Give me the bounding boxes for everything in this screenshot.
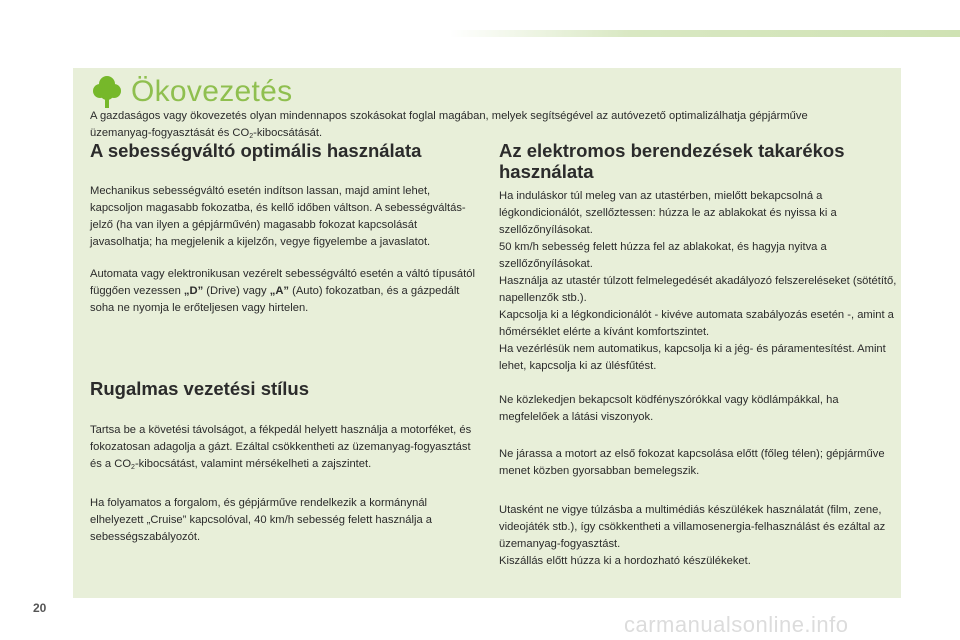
- section-heading-electrical: Az elektromos berendezések takarékos használata: [499, 140, 845, 182]
- electrical-paragraph-4: Utasként ne vigye túlzásba a multimédiás készülékek használatát (film, zene, videojáték stb.), így csökkentheti a villamosenergia-felhasználást és ezáltal az üzemanyag-fogyasztást. Kiszállás előtt húzza ki a hordozható készülékeket.: [499, 504, 886, 567]
- intro-text: [90, 108, 890, 142]
- section-heading-gearbox: A sebességváltó optimális használata: [90, 140, 422, 161]
- section-heading-driving-style: Rugalmas vezetési stílus: [90, 378, 310, 399]
- page-number: 20: [33, 601, 47, 615]
- intro-line-1: A gazdaságos vagy ökovezetés olyan mindennapos szokásokat foglal magában, melyek segítségével az autóvezető optimalizálhatja gépjárműve: [90, 110, 808, 122]
- title-row: [93, 72, 292, 112]
- watermark-text: carmanualsonline.info: [624, 612, 849, 637]
- page-title: Ökovezetés: [131, 75, 293, 108]
- electrical-paragraph-3: Ne járassa a motort az első fokozat kapcsolása előtt (főleg télen); gépjárműve menet közben gyorsabban bemelegszik.: [499, 448, 885, 477]
- intro-line-2: üzemanyag-fogyasztását és $CO_2$-kibocsátását.: [90, 127, 323, 140]
- driving-style-paragraph-2: Ha folyamatos a forgalom, és gépjárműve rendelkezik a kormánynál elhelyezett „Cruise” kapcsolóval, 40 km/h sebesség felett használja a sebességszabályozót.: [90, 497, 433, 543]
- header-decor-line: [450, 30, 960, 37]
- gearbox-paragraph-2: Automata vagy elektronikusan vezérelt sebességváltó esetén a váltó típusától függően vezessen „D” (Drive) vagy „A” (Auto) fokozatban, és a gázpedált soha ne nyomja le erőteljesen vagy hirtelen.: [90, 268, 475, 314]
- gearbox-paragraph-1: Mechanikus sebességváltó esetén indítson lassan, majd amint lehet, kapcsoljon magasabb fokozatba, és kellő időben váltson. A sebességváltás-jelző (ha van ilyen a gépjárművén) magasabb fokozat kapcsolását javasolhatja; ha megjelenik a kijelzőn, vegye figyelembe a javaslatot.: [90, 185, 466, 248]
- right-column: [499, 140, 897, 570]
- electrical-paragraph-2: Ne közlekedjen bekapcsolt ködfényszórókkal vagy ködlámpákkal, ha megfelelőek a látási viszonyok.: [499, 394, 839, 423]
- driving-style-paragraph-1: Tartsa be a követési távolságot, a fékpedál helyett használja a motorféket, és fokozatosan adagolja a gázt. Ezáltal csökkentheti az üzemanyag-fogyasztást és a $CO_2$-kibocsátást, valamint mérsékelheti a zajszintet.: [90, 424, 472, 471]
- left-column: [90, 140, 480, 546]
- tree-icon: [93, 75, 121, 109]
- electrical-paragraph-1: Ha induláskor túl meleg van az utastérben, mielőtt bekapcsolná a légkondicionálót, szellőztessen: húzza le az ablakokat és nyissa ki a szellőzőnyílásokat. 50 km/h sebesség felett húzza fel az ablakokat, és hagyja nyitva a szellőzőnyílásokat. Használja az utastér túlzott felmelegedését akadályozó felszereléseket (sötétítő, napellenzők stb.). Kapcsolja ki a légkondicionálót - kivéve automata szabályozás esetén -, amint a hőmérséklet elérte a kívánt komfortszintet. Ha vezérlésük nem automatikus, kapcsolja ki a jég- és páramentesítést. Amint lehet, kapcsolja ki az ülésfűtést.: [499, 190, 897, 372]
